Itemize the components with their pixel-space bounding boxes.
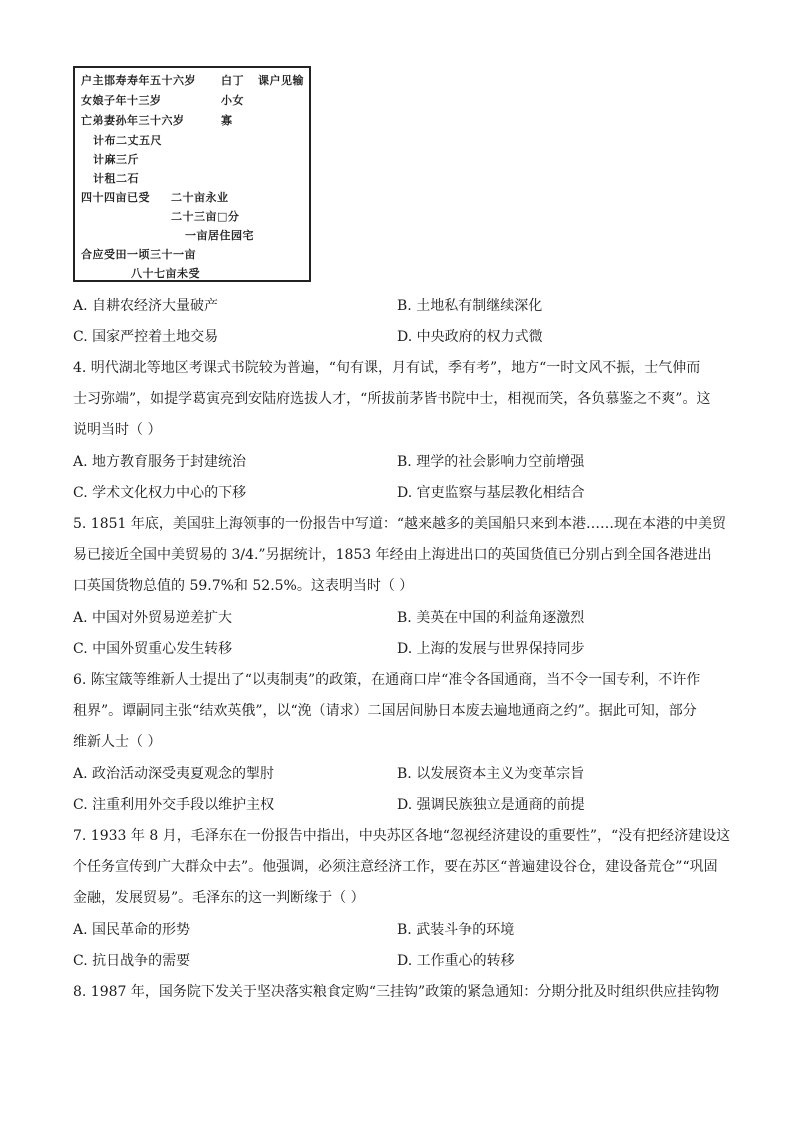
q5-option-a[interactable]: A. 中国对外贸易逆差扩大 xyxy=(73,610,233,626)
figure-line: 白丁 xyxy=(221,74,244,87)
household-register-figure xyxy=(73,66,311,282)
q6-option-a[interactable]: A. 政治活动深受夷夏观念的掣肘 xyxy=(73,766,275,782)
q4-option-a[interactable]: A. 地方教育服务于封建统治 xyxy=(73,454,247,470)
q5-option-d[interactable]: D. 上海的发展与世界保持同步 xyxy=(397,641,585,657)
q7-option-c[interactable]: C. 抗日战争的需要 xyxy=(73,953,191,969)
figure-line: 四十四亩已受 xyxy=(81,191,150,204)
q7-stem-line: 7. 1933 年 8 月，毛泽东在一份报告中指出，中央苏区各地“忽视经济建设的重要性”，“没有把经济建设这 xyxy=(73,828,731,844)
q7-option-a[interactable]: A. 国民革命的形势 xyxy=(73,922,191,938)
q4-stem-line: 4. 明代湖北等地区考课式书院较为普遍，“旬有课，月有试，季有考”，地方“一时文风不振，士气伸而 xyxy=(73,360,701,376)
figure-line: 八十七亩未受 xyxy=(131,267,200,280)
q5-stem-line: 口英国货物总值的 59.7%和 52.5%。这表明当时（ ） xyxy=(73,578,414,594)
figure-line: 小女 xyxy=(221,94,244,107)
figure-line: 女娘子年十三岁 xyxy=(81,94,162,107)
q3-option-c[interactable]: C. 国家严控着土地交易 xyxy=(73,329,219,345)
q7-option-b[interactable]: B. 武装斗争的环境 xyxy=(397,922,515,938)
q6-option-c[interactable]: C. 注重利用外交手段以维护主权 xyxy=(73,797,275,813)
figure-line: 计租二石 xyxy=(93,172,139,185)
q4-stem-line: 说明当时（ ） xyxy=(73,422,162,438)
q5-stem-line: 5. 1851 年底，美国驻上海领事的一份报告中写道：“越来越多的美国船只来到本港……现在本港的中美贸 xyxy=(73,516,727,532)
q5-option-b[interactable]: B. 美英在中国的利益角逐激烈 xyxy=(397,610,585,626)
q6-stem-line: 维新人士（ ） xyxy=(73,734,162,750)
q7-stem-line: 金融，发展贸易”。毛泽东的这一判断缘于（ ） xyxy=(73,890,365,906)
figure-line: 计布二丈五尺 xyxy=(93,134,162,147)
q7-stem-line: 个任务宣传到广大群众中去”。他强调，必须注意经济工作，要在苏区“普遍建设谷仓，建设备荒仓”“巩固 xyxy=(73,859,718,875)
figure-line: 二十三亩□分 xyxy=(171,210,240,223)
q4-option-c[interactable]: C. 学术文化权力中心的下移 xyxy=(73,485,247,501)
q3-option-a[interactable]: A. 自耕农经济大量破产 xyxy=(73,298,219,314)
q3-option-b[interactable]: B. 土地私有制继续深化 xyxy=(397,298,543,314)
q6-option-b[interactable]: B. 以发展资本主义为变革宗旨 xyxy=(397,766,585,782)
q6-option-d[interactable]: D. 强调民族独立是通商的前提 xyxy=(397,797,585,813)
q5-stem-line: 易已接近全国中美贸易的 3/4.”另据统计，1853 年经由上海进出口的英国货值已分别占到全国各港进出 xyxy=(73,547,712,563)
figure-line: 一亩居住园宅 xyxy=(185,229,254,242)
q8-stem-line: 8. 1987 年，国务院下发关于坚决落实粮食定购“三挂钩”政策的紧急通知：分期分批及时组织供应挂钩物 xyxy=(73,984,720,1000)
q7-option-d[interactable]: D. 工作重心的转移 xyxy=(397,953,515,969)
figure-line: 计麻三斤 xyxy=(93,153,139,166)
figure-line: 亡弟妻孙年三十六岁 xyxy=(81,114,185,127)
figure-line: 二十亩永业 xyxy=(171,191,229,204)
figure-line: 课户见输 xyxy=(258,74,304,87)
q6-stem-line: 6. 陈宝箴等维新人士提出了“以夷制夷”的政策，在通商口岸“准令各国通商，当不令一国专利，不许作 xyxy=(73,672,701,688)
figure-line: 户主邯寿寿年五十六岁 xyxy=(81,74,196,87)
q4-stem-line: 士习弥端”，如提学葛寅亮到安陆府选拔人才，“所拔前茅皆书院中士，相视而笑，各负慕鉴之不爽”。这 xyxy=(73,391,711,407)
figure-line: 寡 xyxy=(221,114,233,127)
q4-option-d[interactable]: D. 官吏监察与基层教化相结合 xyxy=(397,485,585,501)
q5-option-c[interactable]: C. 中国外贸重心发生转移 xyxy=(73,641,233,657)
figure-line: 合应受田一顷三十一亩 xyxy=(81,248,196,261)
q3-option-d[interactable]: D. 中央政府的权力式微 xyxy=(397,329,543,345)
q4-option-b[interactable]: B. 理学的社会影响力空前增强 xyxy=(397,454,585,470)
q6-stem-line: 租界”。谭嗣同主张“结欢英俄”，以“浼（请求）二国居间胁日本废去遍地通商之约”。据此可知，部分 xyxy=(73,703,697,719)
